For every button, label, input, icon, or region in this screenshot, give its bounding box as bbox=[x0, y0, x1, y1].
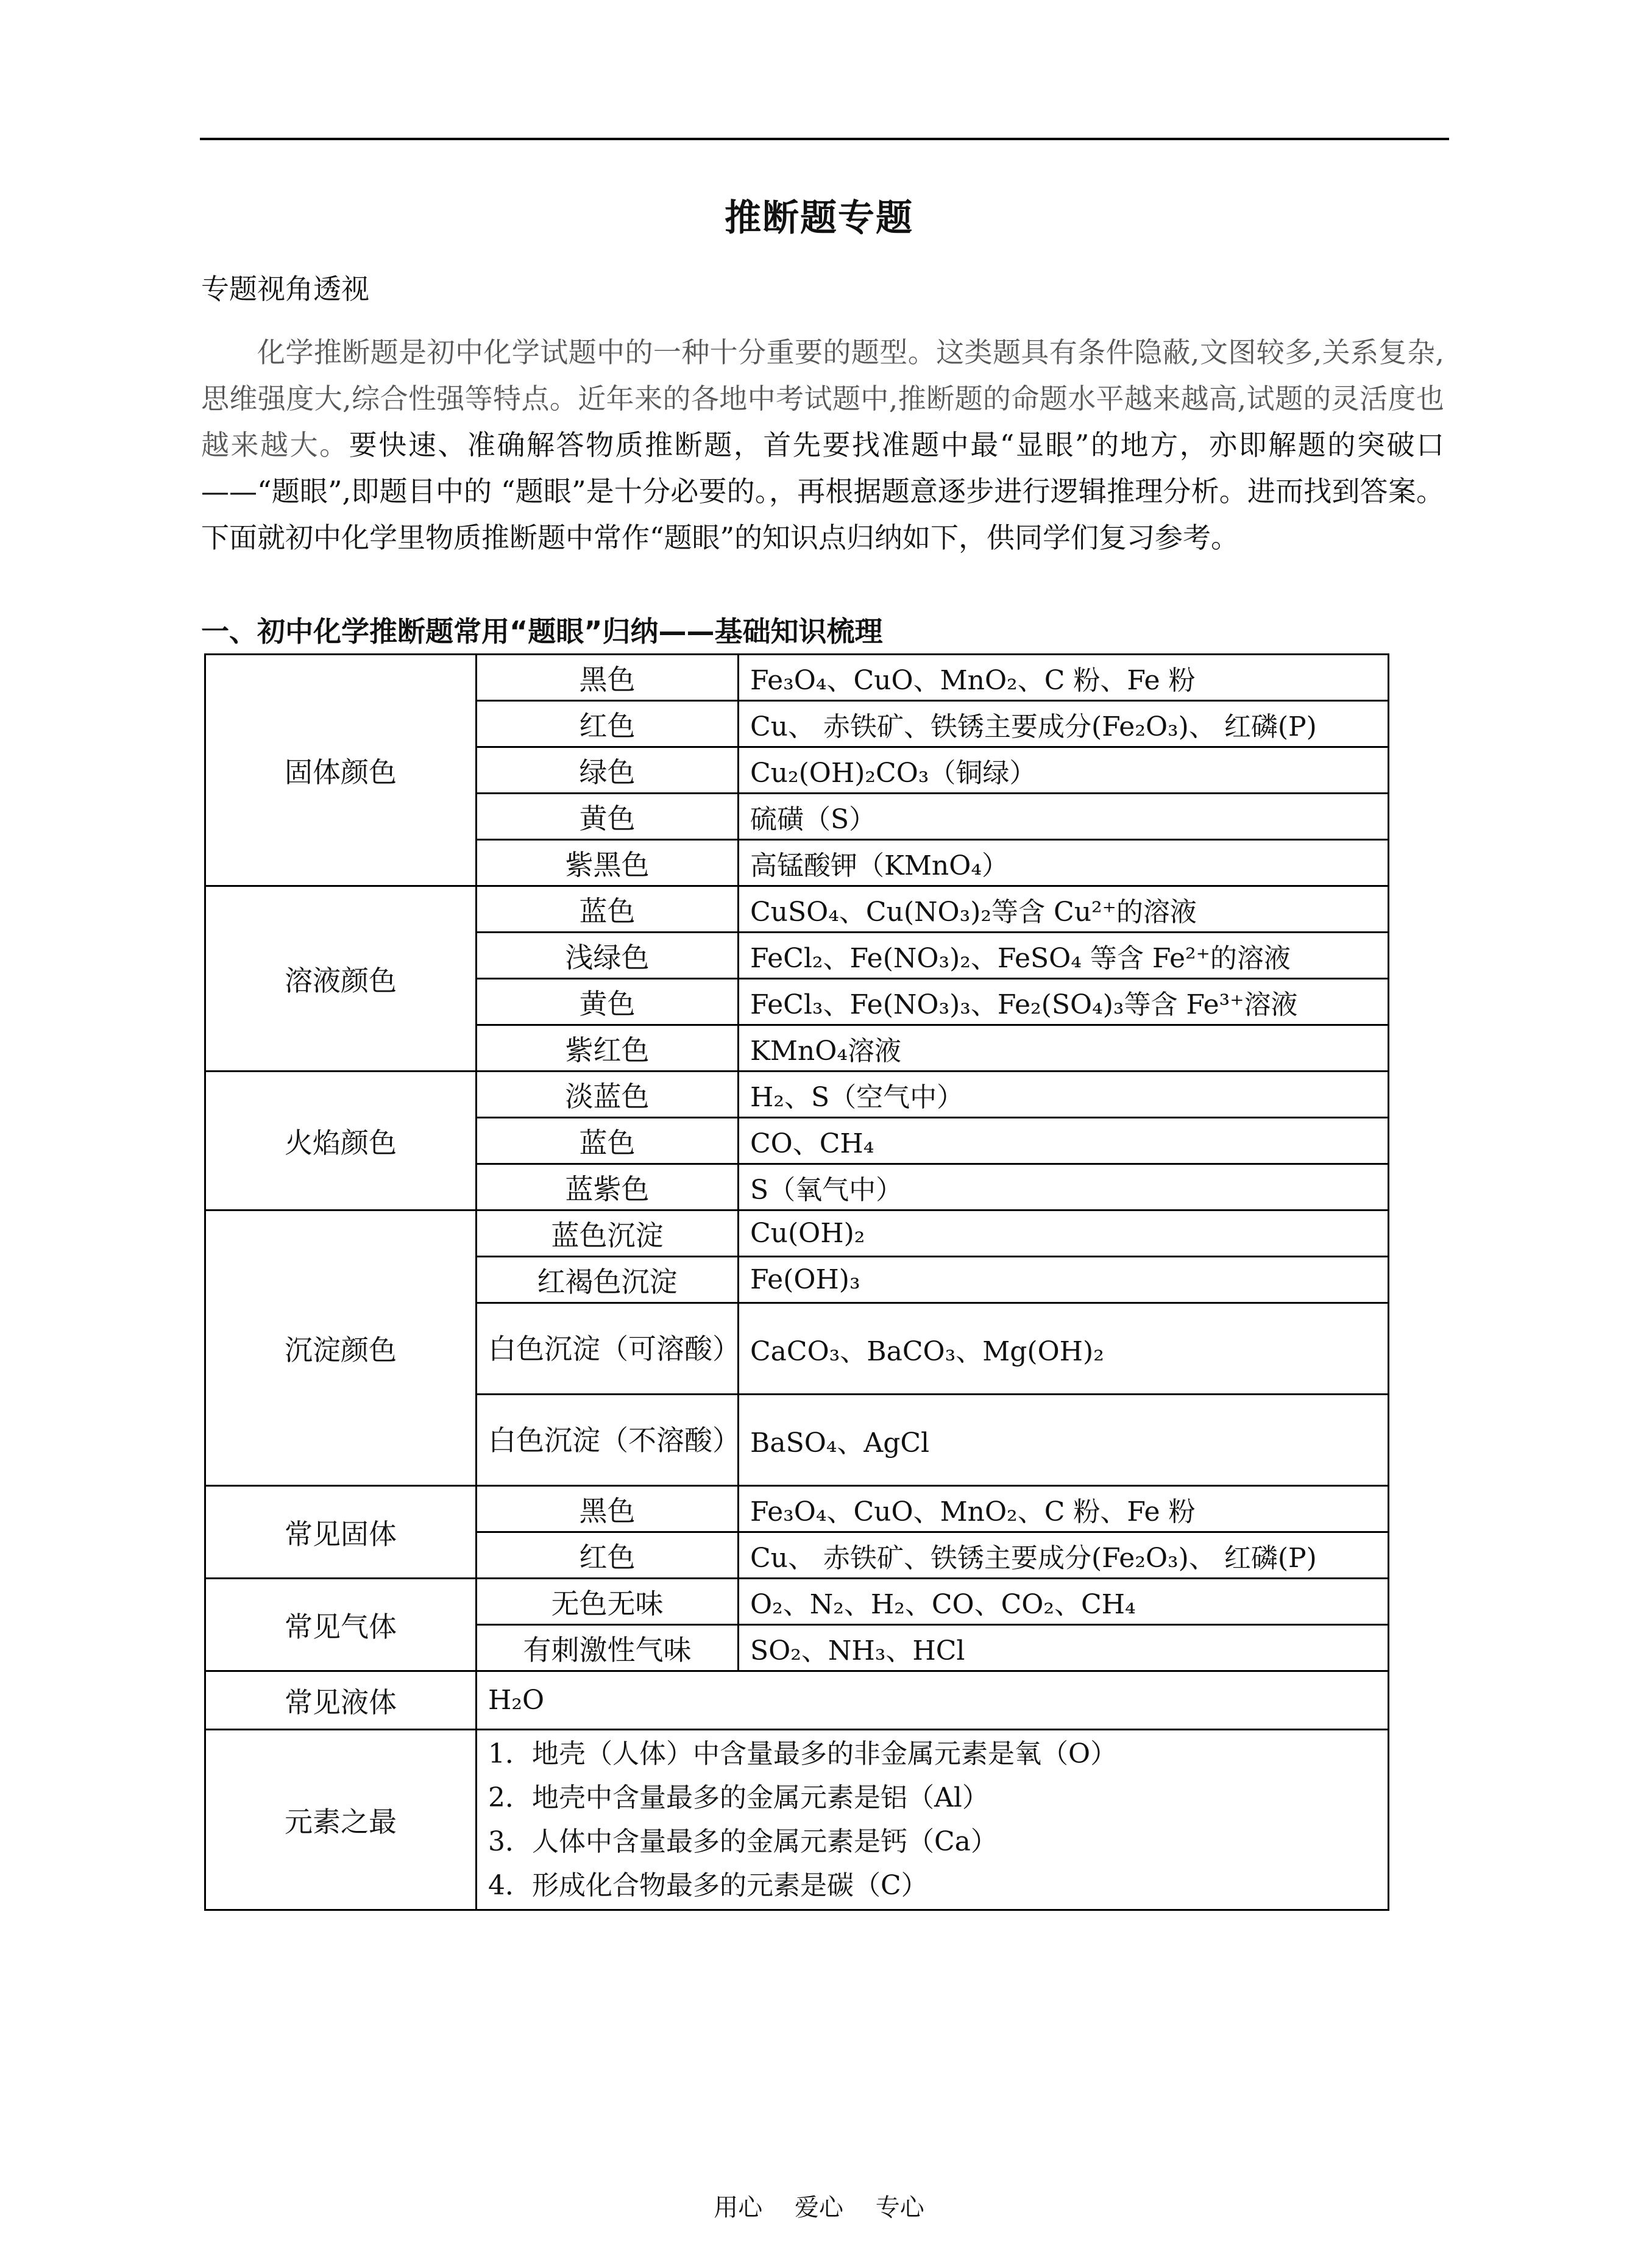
category-cell: 常见固体 bbox=[205, 1486, 477, 1579]
list-item: 3．人体中含量最多的金属元素是钙（Ca） bbox=[488, 1825, 998, 1857]
value-cell: Cu、 赤铁矿、铁锈主要成分(Fe₂O₃)、 红磷(P) bbox=[739, 1532, 1389, 1579]
intro-part2: 要快速、准确解答物质推断题，首先要找准题中最“显眼”的地方，亦即解题的突破口——“题眼”,即题目中的 “题眼”是十分必要的。，再根据题意逐步进行逻辑推理分析。进而找到答案。下面就初中化学里物质推断题中常作“题眼”的知识点归纳如下，供同学们复习参考。 bbox=[201, 428, 1444, 554]
property-cell: 红褐色沉淀 bbox=[477, 1257, 739, 1303]
subtitle: 专题视角透视 bbox=[201, 272, 369, 305]
property-cell: 黑色 bbox=[477, 1486, 739, 1532]
intro-paragraph bbox=[201, 329, 1444, 561]
value-cell: CuSO₄、Cu(NO₃)₂等含 Cu²⁺的溶液 bbox=[739, 886, 1389, 933]
knowledge-table bbox=[204, 653, 1389, 1911]
value-cell: H₂O bbox=[477, 1671, 1389, 1730]
property-cell: 浅绿色 bbox=[477, 933, 739, 979]
category-cell: 常见液体 bbox=[205, 1671, 477, 1730]
property-cell: 蓝色 bbox=[477, 1118, 739, 1164]
property-cell: 白色沉淀（不溶酸） bbox=[477, 1395, 739, 1486]
property-cell: 紫红色 bbox=[477, 1025, 739, 1072]
property-cell: 黄色 bbox=[477, 979, 739, 1025]
property-cell: 红色 bbox=[477, 1532, 739, 1579]
category-cell: 元素之最 bbox=[205, 1730, 477, 1910]
list-item: 2．地壳中含量最多的金属元素是铝（Al） bbox=[488, 1782, 989, 1813]
value-cell: KMnO₄溶液 bbox=[739, 1025, 1389, 1072]
element-list bbox=[477, 1730, 1389, 1910]
value-cell: 高锰酸钾（KMnO₄） bbox=[739, 840, 1389, 886]
value-cell: BaSO₄、AgCl bbox=[739, 1395, 1389, 1486]
value-cell: Fe₃O₄、CuO、MnO₂、C 粉、Fe 粉 bbox=[739, 655, 1389, 701]
page-footer: 用心 爱心 专心 bbox=[714, 2194, 924, 2222]
value-cell: SO₂、NH₃、HCl bbox=[739, 1625, 1389, 1671]
category-cell: 常见气体 bbox=[205, 1579, 477, 1671]
property-cell: 蓝色 bbox=[477, 886, 739, 933]
list-item: 4．形成化合物最多的元素是碳（C） bbox=[488, 1869, 928, 1901]
list-item: 1．地壳（人体）中含量最多的非金属元素是氧（O） bbox=[488, 1738, 1118, 1769]
category-cell: 沉淀颜色 bbox=[205, 1210, 477, 1486]
value-cell: Cu₂(OH)₂CO₃（铜绿） bbox=[739, 747, 1389, 794]
value-cell: S（氧气中） bbox=[739, 1164, 1389, 1210]
table-row bbox=[205, 1210, 1389, 1257]
property-cell: 蓝色沉淀 bbox=[477, 1210, 739, 1257]
value-cell: Cu(OH)₂ bbox=[739, 1210, 1389, 1257]
table-row bbox=[205, 655, 1389, 701]
category-cell: 溶液颜色 bbox=[205, 886, 477, 1072]
property-cell: 绿色 bbox=[477, 747, 739, 794]
value-cell: FeCl₃、Fe(NO₃)₃、Fe₂(SO₄)₃等含 Fe³⁺溶液 bbox=[739, 979, 1389, 1025]
value-cell: CO、CH₄ bbox=[739, 1118, 1389, 1164]
table-row bbox=[205, 886, 1389, 933]
table-row bbox=[205, 1730, 1389, 1910]
property-cell: 有刺激性气味 bbox=[477, 1625, 739, 1671]
value-cell: Cu、 赤铁矿、铁锈主要成分(Fe₂O₃)、 红磷(P) bbox=[739, 701, 1389, 747]
table-row bbox=[205, 1072, 1389, 1118]
table-row bbox=[205, 1579, 1389, 1625]
property-cell: 黑色 bbox=[477, 655, 739, 701]
value-cell: FeCl₂、Fe(NO₃)₂、FeSO₄ 等含 Fe²⁺的溶液 bbox=[739, 933, 1389, 979]
property-cell: 淡蓝色 bbox=[477, 1072, 739, 1118]
intro-part1: 化学推断题是初中化学试题中的一种十分重要的题型。这类题具有条件隐蔽,文图较多,关系复杂,思维强度大,综合性强等特点。近年来的各地中考试题中,推断题的命题水平越来越高,试题的灵活度也越来越大。 bbox=[201, 336, 1444, 461]
property-cell: 无色无味 bbox=[477, 1579, 739, 1625]
section-heading: 一、初中化学推断题常用“题眼”归纳——基础知识梳理 bbox=[201, 615, 883, 648]
property-cell: 红色 bbox=[477, 701, 739, 747]
property-cell: 黄色 bbox=[477, 794, 739, 840]
value-cell: H₂、S（空气中） bbox=[739, 1072, 1389, 1118]
property-cell: 蓝紫色 bbox=[477, 1164, 739, 1210]
value-cell: Fe₃O₄、CuO、MnO₂、C 粉、Fe 粉 bbox=[739, 1486, 1389, 1532]
value-cell: O₂、N₂、H₂、CO、CO₂、CH₄ bbox=[739, 1579, 1389, 1625]
category-cell: 固体颜色 bbox=[205, 655, 477, 886]
category-cell: 火焰颜色 bbox=[205, 1072, 477, 1210]
value-cell: CaCO₃、BaCO₃、Mg(OH)₂ bbox=[739, 1303, 1389, 1395]
table-row bbox=[205, 1486, 1389, 1532]
value-cell: 硫磺（S） bbox=[739, 794, 1389, 840]
header-rule bbox=[200, 138, 1449, 140]
property-cell: 白色沉淀（可溶酸） bbox=[477, 1303, 739, 1395]
page-title: 推断题专题 bbox=[725, 197, 913, 240]
property-cell: 紫黑色 bbox=[477, 840, 739, 886]
value-cell: Fe(OH)₃ bbox=[739, 1257, 1389, 1303]
table-row bbox=[205, 1671, 1389, 1730]
